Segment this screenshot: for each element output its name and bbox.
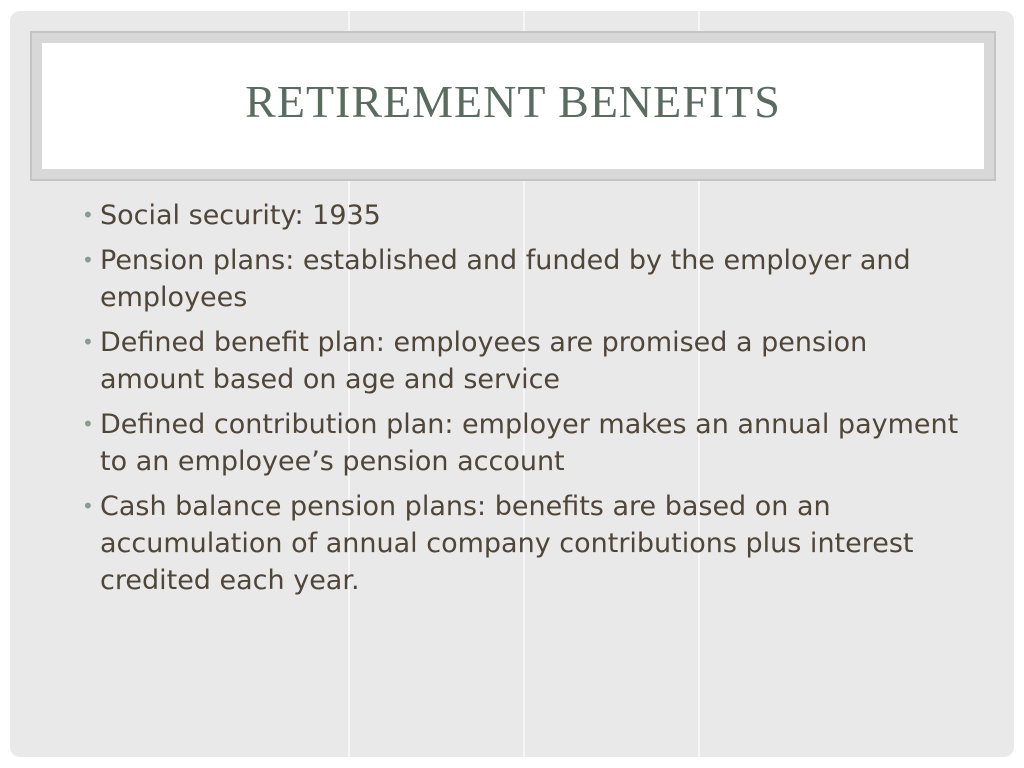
bullet-text: Pension plans: established and funded by the employer and employees	[100, 245, 911, 313]
bullet-item	[82, 488, 975, 599]
bullet-list	[82, 197, 975, 607]
slide	[10, 11, 1014, 757]
bullet-dot-icon: •	[82, 412, 94, 436]
bullet-dot-icon: •	[82, 330, 94, 354]
bullet-text: Cash balance pension plans: benefits are based on an accumulation of annual company contributions plus interest credited each year.	[100, 491, 914, 596]
title-frame	[30, 31, 996, 181]
bullet-item	[82, 242, 975, 316]
slide-title: RETIREMENT BENEFITS	[245, 76, 781, 127]
bullet-item	[82, 324, 975, 398]
bullet-item	[82, 197, 975, 234]
bullet-dot-icon: •	[82, 203, 94, 227]
bullet-item	[82, 406, 975, 480]
bullet-text: Social security: 1935	[100, 200, 381, 231]
title-box	[42, 43, 984, 169]
bullet-text: Defined benefit plan: employees are promised a pension amount based on age and service	[100, 327, 868, 395]
bullet-dot-icon: •	[82, 248, 94, 272]
bullet-text: Defined contribution plan: employer makes an annual payment to an employee’s pension account	[100, 409, 959, 477]
bullet-dot-icon: •	[82, 494, 94, 518]
